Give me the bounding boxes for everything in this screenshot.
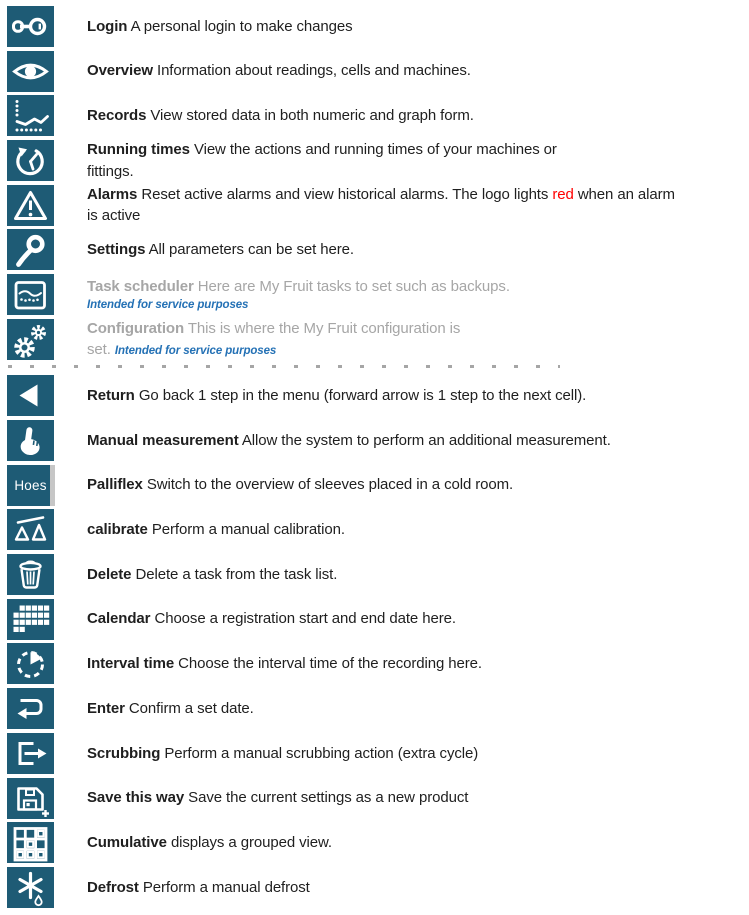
item-label: Cumulative xyxy=(87,834,167,852)
help-text-block xyxy=(54,239,354,261)
running-times-clock-icon xyxy=(7,140,54,181)
help-text-block xyxy=(54,139,557,182)
item-label: Delete xyxy=(87,565,132,583)
item-description: Switch to the overview of sleeves placed in a cold room. xyxy=(146,476,514,494)
item-description-line2: fittings. xyxy=(87,162,134,180)
item-label: Running times xyxy=(87,141,190,159)
item-label: Interval time xyxy=(87,655,175,673)
item-label: Scrubbing xyxy=(87,744,161,762)
interval-timer-icon xyxy=(7,643,54,684)
item-label: Defrost xyxy=(87,878,139,896)
hoes-text-tile xyxy=(7,465,54,506)
cumulative-grid-icon xyxy=(7,822,54,863)
help-text-block xyxy=(54,318,460,361)
help-row-scrubbing xyxy=(0,731,749,776)
help-text-block xyxy=(54,276,510,313)
service-note: Intended for service purposes xyxy=(87,298,249,311)
help-row-manual-measurement xyxy=(0,418,749,463)
item-description: All parameters can be set here. xyxy=(148,241,354,259)
item-label: Alarms xyxy=(87,185,138,203)
item-description: A personal login to make changes xyxy=(130,17,353,35)
help-row-palliflex xyxy=(0,463,749,508)
item-description: Perform a manual scrubbing action (extra cycle) xyxy=(164,744,479,762)
help-text-block xyxy=(54,787,468,809)
item-description: displays a grouped view. xyxy=(170,834,332,852)
hand-press-icon xyxy=(7,420,54,461)
item-description: View stored data in both numeric and graph form. xyxy=(150,107,474,125)
item-description: Allow the system to perform an additional measurement. xyxy=(241,431,611,449)
help-text-block xyxy=(54,16,353,38)
help-row-task-scheduler xyxy=(0,272,749,317)
help-row-delete xyxy=(0,552,749,597)
task-scheduler-icon xyxy=(7,274,54,315)
item-description: Perform a manual defrost xyxy=(142,878,310,896)
item-label: Palliflex xyxy=(87,476,143,494)
dashed-divider xyxy=(8,365,560,368)
help-text-block xyxy=(54,564,337,586)
item-description-line2: set. xyxy=(87,341,111,359)
settings-probe-icon xyxy=(7,229,54,270)
item-description: This is where the My Fruit configuration is xyxy=(187,319,461,337)
help-row-calibrate xyxy=(0,507,749,552)
defrost-snowflake-icon xyxy=(7,867,54,908)
item-label: Records xyxy=(87,107,147,125)
item-label: Overview xyxy=(87,62,153,80)
help-row-interval-time xyxy=(0,642,749,687)
help-row-enter xyxy=(0,686,749,731)
help-row-login xyxy=(0,4,749,49)
hoes-tile-strip xyxy=(50,465,55,506)
item-label: Settings xyxy=(87,241,146,259)
help-row-return xyxy=(0,373,749,418)
trash-icon xyxy=(7,554,54,595)
alarm-triangle-icon xyxy=(7,185,54,226)
help-row-records xyxy=(0,93,749,138)
help-text-block xyxy=(54,60,471,82)
key-icon xyxy=(7,6,54,47)
help-text-block xyxy=(54,698,254,720)
calendar-grid-icon xyxy=(7,599,54,640)
item-description: Choose a registration start and end date here. xyxy=(154,610,456,628)
return-arrow-icon xyxy=(7,375,54,416)
item-description: View the actions and running times of your machines or xyxy=(193,141,557,159)
help-row-save-this-way xyxy=(0,776,749,821)
help-text-block xyxy=(54,653,482,675)
item-description: Perform a manual calibration. xyxy=(151,521,345,539)
help-row-alarms xyxy=(0,183,749,228)
calibrate-scales-icon xyxy=(7,509,54,550)
item-description: Confirm a set date. xyxy=(128,699,254,717)
save-plus-icon xyxy=(7,778,54,819)
help-row-configuration xyxy=(0,317,749,362)
item-label: Save this way xyxy=(87,789,185,807)
help-text-block xyxy=(54,877,310,899)
item-label: Calendar xyxy=(87,610,151,628)
records-chart-icon xyxy=(7,95,54,136)
item-label: calibrate xyxy=(87,521,148,539)
item-description: Information about readings, cells and machines. xyxy=(157,62,471,80)
help-text-block xyxy=(54,105,474,127)
item-label: Enter xyxy=(87,699,125,717)
help-row-settings xyxy=(0,228,749,273)
help-text-block xyxy=(54,519,345,541)
configuration-gears-icon xyxy=(7,319,54,360)
help-row-defrost xyxy=(0,865,749,910)
item-description: Save the current settings as a new product xyxy=(188,789,469,807)
eye-icon xyxy=(7,51,54,92)
service-note: Intended for service purposes xyxy=(114,345,277,358)
help-row-overview xyxy=(0,49,749,94)
hoes-tile-label: Hoes xyxy=(14,477,47,493)
item-label: Manual measurement xyxy=(87,431,239,449)
scrubbing-exit-icon xyxy=(7,733,54,774)
help-text-block xyxy=(54,743,478,765)
item-description: Go back 1 step in the menu (forward arrow is 1 step to the next cell). xyxy=(138,386,587,404)
item-label: Return xyxy=(87,386,135,404)
item-label: Task scheduler xyxy=(87,278,194,296)
section-main-menu xyxy=(0,4,749,362)
item-label: Login xyxy=(87,17,128,35)
section-cell-actions xyxy=(0,373,749,910)
help-row-cumulative xyxy=(0,820,749,865)
item-description-line2: is active xyxy=(87,207,141,225)
help-row-calendar xyxy=(0,597,749,642)
help-row-running-times xyxy=(0,138,749,183)
help-text-block xyxy=(54,430,611,452)
highlight-word: red xyxy=(552,185,574,203)
item-description: Reset active alarms and view historical alarms. The logo lights xyxy=(141,185,549,203)
help-text-block xyxy=(54,608,456,630)
help-text-block xyxy=(54,184,675,227)
item-label: Configuration xyxy=(87,319,185,337)
item-description: Delete a task from the task list. xyxy=(135,565,338,583)
item-description-after: when an alarm xyxy=(577,185,675,203)
enter-arrow-icon xyxy=(7,688,54,729)
item-description: Here are My Fruit tasks to set such as backups. xyxy=(197,278,510,296)
help-text-block xyxy=(54,385,586,407)
help-text-block xyxy=(54,832,332,854)
help-text-block xyxy=(54,474,513,496)
item-description: Choose the interval time of the recording here. xyxy=(178,655,482,673)
